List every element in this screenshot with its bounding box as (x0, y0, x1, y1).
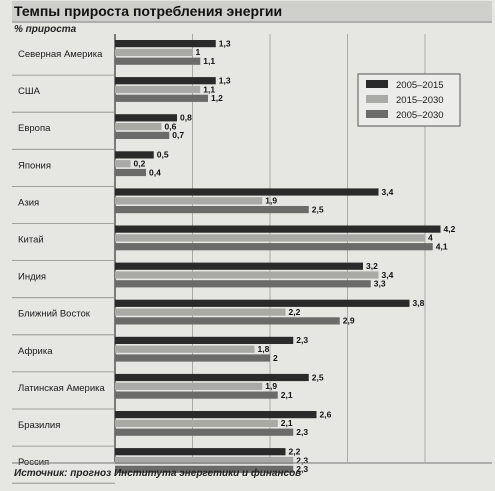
value-label: 0,7 (172, 130, 185, 141)
value-label: 0,8 (180, 112, 192, 123)
chart-title: Темпы прироста потребления энергии (14, 3, 283, 19)
category-label: Африка (18, 345, 53, 357)
bar (115, 169, 146, 176)
value-label: 1 (195, 47, 201, 58)
category-label: Северная Америка (18, 49, 103, 60)
bar (115, 234, 425, 241)
bar (115, 392, 278, 399)
value-label: 2,5 (311, 204, 324, 215)
category-label: Европа (18, 123, 51, 135)
bar (115, 448, 286, 455)
value-label: 2,9 (342, 315, 355, 326)
bar (115, 374, 309, 381)
value-label: 1,1 (203, 56, 216, 66)
category-label: Япония (18, 160, 51, 172)
category-label: Ближний Восток (18, 308, 90, 320)
value-label: 3,4 (381, 269, 394, 280)
value-label: 0,6 (164, 121, 177, 132)
value-label: 2,1 (280, 389, 293, 400)
category-label: Россия (18, 457, 50, 469)
value-label: 3,8 (412, 298, 425, 309)
value-label: 2,1 (280, 418, 293, 429)
bar (115, 123, 162, 130)
bar (115, 188, 379, 195)
value-label: 2,5 (311, 372, 324, 383)
category-label: Индия (18, 271, 47, 283)
value-label: 0,4 (149, 167, 161, 178)
bar (115, 58, 200, 65)
bar (115, 271, 379, 278)
legend (358, 74, 460, 126)
bar (115, 86, 200, 93)
bar (115, 354, 270, 361)
value-label: 3,3 (373, 278, 386, 289)
bar (115, 411, 317, 418)
bar (115, 337, 293, 344)
bar (115, 263, 363, 270)
value-label: 0,2 (133, 158, 146, 169)
bar (115, 346, 255, 353)
bar (115, 77, 216, 84)
value-label: 1,9 (265, 381, 278, 392)
value-label: 2,3 (296, 455, 309, 466)
value-label: 1,3 (218, 38, 231, 49)
legend-label: 2005–2015 (396, 80, 444, 91)
value-label: 3,4 (381, 186, 394, 197)
bar (115, 132, 169, 139)
value-label: 2,3 (296, 464, 309, 475)
value-label: 1,3 (218, 75, 231, 86)
category-label: Китай (18, 234, 44, 246)
bar (115, 160, 131, 167)
bar (115, 49, 193, 56)
value-label: 4 (428, 232, 433, 243)
bar (115, 300, 410, 307)
value-label: 1,9 (265, 195, 278, 206)
legend-swatch (366, 95, 388, 103)
legend-swatch (366, 80, 388, 88)
bar (115, 95, 208, 102)
value-label: 4,1 (435, 241, 448, 252)
bar (115, 40, 216, 47)
value-label: 2,2 (288, 446, 301, 457)
bar (115, 309, 286, 316)
bar (115, 197, 262, 204)
value-label: 1,8 (257, 344, 270, 354)
bar (115, 317, 340, 324)
bar (115, 114, 177, 121)
legend-swatch (366, 110, 388, 118)
axis-label: % прироста (14, 24, 77, 35)
category-label: Бразилия (18, 420, 61, 431)
value-label: 1,2 (211, 93, 223, 104)
value-label: 3,2 (366, 261, 378, 271)
source-note: Источник: прогноз Института энергетики и финансов (14, 468, 302, 479)
bar (115, 243, 433, 250)
bar (115, 280, 371, 287)
category-label: США (18, 86, 40, 98)
bar (115, 151, 154, 158)
value-label: 4,2 (443, 223, 456, 234)
bar (115, 383, 262, 390)
bar (115, 429, 293, 436)
value-label: 2 (273, 352, 278, 363)
value-label: 2,2 (288, 306, 301, 317)
legend-label: 2015–2030 (396, 95, 444, 106)
bar (115, 206, 309, 213)
bar (115, 420, 278, 427)
value-label: 2,3 (296, 427, 309, 437)
value-label: 2,3 (296, 335, 309, 346)
value-label: 0,5 (156, 149, 169, 160)
category-label: Латинская Америка (18, 382, 105, 394)
category-label: Азия (18, 197, 40, 209)
legend-label: 2005–2030 (396, 110, 444, 121)
value-label: 1,1 (203, 84, 216, 95)
bar (115, 226, 441, 233)
value-label: 2,6 (319, 409, 332, 420)
